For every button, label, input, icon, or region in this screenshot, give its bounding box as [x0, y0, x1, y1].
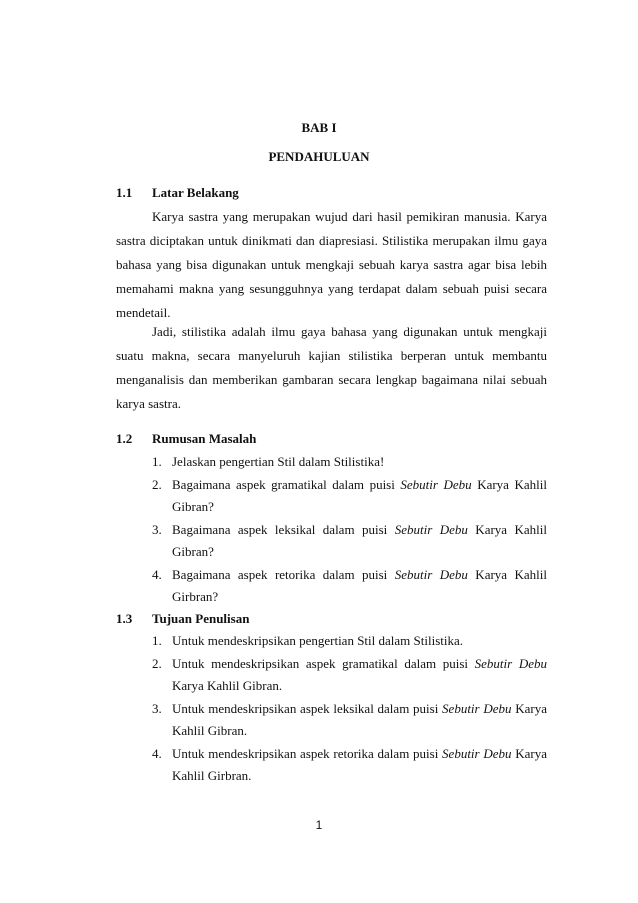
chapter-title: BAB I	[301, 120, 337, 135]
page-number: 1	[315, 818, 323, 832]
list-item: 3. Bagaimana aspek leksikal dalam puisi Sebutir Debu Karya Kahlil Gibran?	[152, 521, 547, 559]
section-title: Latar Belakang	[152, 185, 239, 200]
list-item: 4. Bagaimana aspek retorika dalam puisi Sebutir Debu Karya Kahlil Girbran?	[152, 566, 547, 604]
list-item: 2. Untuk mendeskripsikan aspek gramatikal dalam puisi Sebutir Debu Karya Kahlil Gibran.	[152, 655, 548, 693]
section-heading-rumusan-masalah	[116, 431, 256, 447]
section-number: 1.2	[116, 431, 133, 446]
list-item: 1. Jelaskan pengertian Stil dalam Stilistika!	[152, 454, 385, 469]
list-item: 1. Untuk mendeskripsikan pengertian Stil dalam Stilistika.	[152, 633, 464, 648]
section-title: Rumusan Masalah	[152, 431, 257, 446]
paragraph-latar-2: Jadi, stilistika adalah ilmu gaya bahasa yang digunakan untuk mengkaji suatu makna, secara manyeluruh kajian stilistika berperan untuk membantu menganalisis dan memberikan gambaran secara lengkap bagaimana nilai sebuah karya sastra.	[116, 324, 547, 411]
paragraph-latar-1: Karya sastra yang merupakan wujud dari hasil pemikiran manusia. Karya sastra diciptakan untuk dinikmati dan diapresiasi. Stilistika merupakan ilmu gaya bahasa yang bisa digunakan untuk mengkaji sebuah karya sastra agar bisa lebih memahami makna yang sesungguhnya yang terdapat dalam sebuah puisi secara mendetail.	[116, 209, 547, 320]
chapter-subtitle: PENDAHULUAN	[268, 149, 370, 164]
tujuan-list	[152, 630, 547, 788]
list-item: 4. Untuk mendeskripsikan aspek retorika dalam puisi Sebutir Debu Karya Kahlil Girbran.	[152, 745, 547, 783]
section-heading-latar-belakang	[116, 185, 239, 201]
list-item: 3. Untuk mendeskripsikan aspek leksikal dalam puisi Sebutir Debu Karya Kahlil Gibran.	[152, 700, 547, 738]
list-item: 2. Bagaimana aspek gramatikal dalam puisi Sebutir Debu Karya Kahlil Gibran?	[152, 476, 547, 514]
rumusan-list	[152, 451, 547, 609]
section-number: 1.3	[116, 611, 133, 626]
section-title: Tujuan Penulisan	[152, 611, 250, 626]
section-number: 1.1	[116, 185, 133, 200]
section-heading-tujuan-penulisan	[116, 611, 249, 627]
